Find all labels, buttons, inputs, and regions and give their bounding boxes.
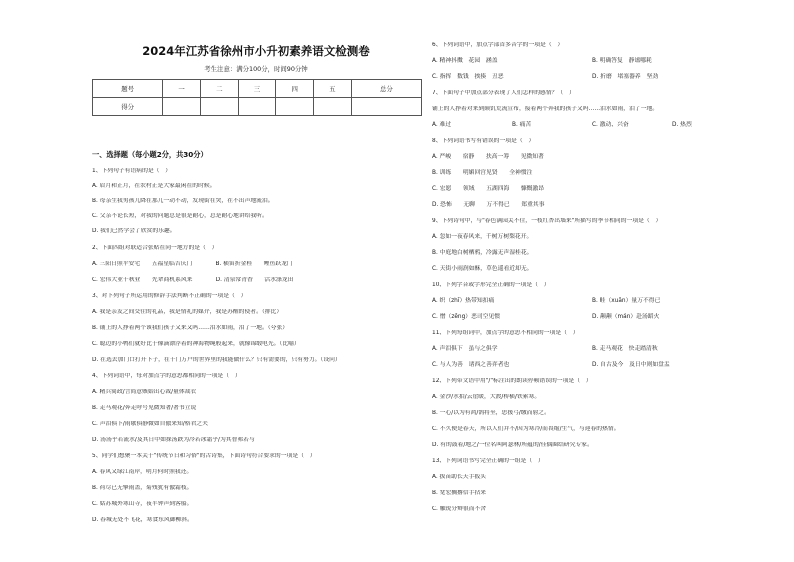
option-c: C. 天街小雨润如酥，草色遥看近却无。 xyxy=(432,266,533,272)
question-line: C. 声泪俱下/雨歇俱静微如自傲来知/格君之夫 xyxy=(92,421,208,427)
question-line: 6、下列词语中，加点字部首多音字的一项是（ ） xyxy=(432,42,564,48)
question-line: A. 拔苗助长天手扳头 xyxy=(432,474,486,480)
question-line: B. 宽宏搁撂信手拈来 xyxy=(432,490,487,496)
score-cell: 总分 xyxy=(351,80,421,98)
question-line: B. 荷尽已无擎雨盖，菊残犹有傲霜枝。 xyxy=(92,485,193,491)
option-a: A. 精神抖擞 花园 涵盖 xyxy=(432,58,498,64)
option-a: A. 严峻 宿静 扶高一筹 见微知著 xyxy=(432,154,544,160)
section-title: 一、选择题（每小题2分，共30分） xyxy=(92,150,208,159)
score-cell: 四 xyxy=(276,80,314,98)
question-line: C. 不久便是春天，所以人们并不/因为寒冷/而畏缩/生气，与迎春的热情。 xyxy=(432,426,620,432)
score-blank-cell xyxy=(314,98,352,116)
question-line: 4、下列词语中，每对加点字的意思都相同的一项是（ ） xyxy=(92,373,241,379)
question-line: C. 触锐分辩很而不舍 xyxy=(432,506,487,512)
score-cell: 三 xyxy=(238,80,276,98)
question-line: A. 三阳日照平安宅 五福星临吉庆门 B. 横笛折金桂 鲤鱼跃龙门 xyxy=(92,261,293,267)
score-blank-cell xyxy=(276,98,314,116)
question-line: D. 我们已然学会了欣赏的乐趣。 xyxy=(92,228,176,234)
question-line: B. 一心/以为有鸿/鹄将至，思援弓/缴而射之。 xyxy=(432,410,550,416)
question-line: 5、同学们想聚一本关于"传统节日和习俗"的古诗集，下面诗句符合要求的一项是（ ） xyxy=(92,453,316,459)
question-line: 2、下面四组对联适合张贴在同一地方的是（ ） xyxy=(92,245,218,251)
question-line: A. 金沙/水拍/云崖暖，大渡/桥横/铁索寒。 xyxy=(432,394,541,400)
option-a: A. 声泪俱下 虽与之俱学 xyxy=(432,346,498,352)
question-line: A. 精兵简政/言简意赅始出心裁/量体裁衣 xyxy=(92,389,197,395)
question-line: D. 春城无处不飞花，寒食东风御柳斜。 xyxy=(92,517,193,523)
question-line: A. 春风又绿江南岸，明月何时照我还。 xyxy=(92,469,193,475)
option-c: C. 憎（zēng）恶司空见惯 xyxy=(432,314,501,320)
question-line: 铺上的人挣着对来到颠饥荒流宣布，接着两个奔我的孩子又吗……泪水如雨，泪了一地。 xyxy=(432,106,659,112)
question-line: B. 母亲生我男孩儿降在那儿一动不动，发现街在哭，在不出声地流泪。 xyxy=(92,198,274,204)
question-line: 13、下列词语书写完全正确的一组是（ ） xyxy=(432,458,544,464)
score-row-label: 得分 xyxy=(93,98,163,116)
option-b: B. 明确答复 静谧哪耗 xyxy=(592,58,652,64)
question-line: D. 在选去加门口打开下子，在千门万户的世界里的我能做什么？只有需要的，只有努力。（设问） xyxy=(92,357,341,363)
option-d: D. 恐怖 无聊 万不得已 郑重其事 xyxy=(432,202,545,208)
option-d: D. 热烈 xyxy=(672,122,692,128)
option-b: B. 训练 明媚回宫见贤 全神惯注 xyxy=(432,170,533,176)
question-line: B. 走马观花/奔走呼号见微知著/著书立说 xyxy=(92,405,197,411)
question-line: C. 宏伟大业千秋业 先辈商机系风来 D. 清泉常青香 活水涤龙田 xyxy=(92,277,294,283)
question-line: A. 眉月和正月，在农村正是大家最闲在的时候。 xyxy=(92,183,216,189)
exam-note: 考生注意：满分100分，时间90分钟 xyxy=(204,65,308,73)
question-line: C. 父亲不论长短，对我的问题总是很是耐心，总是耐心地讲给我听。 xyxy=(92,213,268,219)
option-a: A. 忽如一夜春风来，千树万树梨花开。 xyxy=(432,234,533,240)
question-line: 3、对下列句子所运用的修辞手法判断不正确的一项是（ ） xyxy=(92,293,247,299)
score-cell: 题号 xyxy=(93,80,163,98)
question-line: 8、下列词语书写有错误的一项是（ ） xyxy=(432,138,535,144)
option-d: D. 折磨 堵塞器养 坚劲 xyxy=(592,74,659,80)
score-blank-cell xyxy=(351,98,421,116)
score-blank-cell xyxy=(238,98,276,116)
question-line: 11、下列每组词中，加点字的意思不相同的一项是（ ） xyxy=(432,330,579,336)
option-a: A. 难过 xyxy=(432,122,452,128)
question-line: D. 有的鼓着/地之/一位名叫阿瑟林/所蕴的/佳偶圈结研究专家。 xyxy=(432,442,593,448)
option-b: B. 畦（xuān）量万不得已 xyxy=(592,298,661,304)
question-line: C. 姑苏城外寒山寺，夜半钟声到客船。 xyxy=(92,501,193,507)
question-line: 7、下面句子中加点部分表现了人们怎样的感情？（ ） xyxy=(432,90,575,96)
question-line: A. 我是亲友之间交往的礼品，我是情礼的媒介，我是苏醒的使者。（排比） xyxy=(92,309,283,315)
option-a: A. 织（zhī）热带知扣痛 xyxy=(432,298,495,304)
score-cell: 二 xyxy=(200,80,238,98)
option-c: C. 激动、兴奋 xyxy=(592,122,629,128)
score-table-header-row xyxy=(93,80,422,98)
option-c: C. 指挥 数钱 挨揍 丑恶 xyxy=(432,74,504,80)
question-line: 9、下列诗句中，与"春色满园关不住，一枝红杏出墙来"所描写的季节相同的一项是（ ） xyxy=(432,218,662,224)
score-blank-cell xyxy=(163,98,201,116)
option-b: B. 走马观花 快走踏清秋 xyxy=(592,346,658,352)
score-blank-cell xyxy=(200,98,238,116)
question-line: 12、下列带文语中用"/"标注出的朗读停顿错误的一项是（ ） xyxy=(432,378,592,384)
option-c: C. 宏愿 领域 五湖四海 慷慨激昂 xyxy=(432,186,545,192)
score-cell: 一 xyxy=(163,80,201,98)
option-b: B. 痛苦 xyxy=(512,122,532,128)
score-cell: 五 xyxy=(314,80,352,98)
exam-title: 2024年江苏省徐州市小升初素养语文检测卷 xyxy=(142,44,370,58)
question-line: D. 汤汤乎若流水/及其日中如探汤跌为冷若冰霜乎/为其智弗若与 xyxy=(92,437,255,443)
option-c: C. 与人为善 诸西之善弈者也 xyxy=(432,362,510,368)
question-line: B. 铺上的人挣着两个该我们孩子又来又吗……泪水如雨，泪了一地。（夸张） xyxy=(92,325,289,331)
question-line: 10、下列字音或字形完全正确的一项是（ ） xyxy=(432,282,550,288)
score-table xyxy=(92,79,422,116)
question-line: 1、下列句子有语病的是（ ） xyxy=(92,168,172,174)
question-line: C. 聪边的小鸭们就好比于像滴漂浮着的神海物绳般起来，就像锦缎电光。（比喻） xyxy=(92,341,300,347)
option-b: B. 中庭地白树栖鸦，冷露无声湿桂花。 xyxy=(432,250,533,256)
option-d: D. 自古及今 及日中则如盘盂 xyxy=(592,362,670,368)
option-d: D. 颟颟（mán）赴汤蹈火 xyxy=(592,314,660,320)
score-table-score-row xyxy=(93,98,422,116)
